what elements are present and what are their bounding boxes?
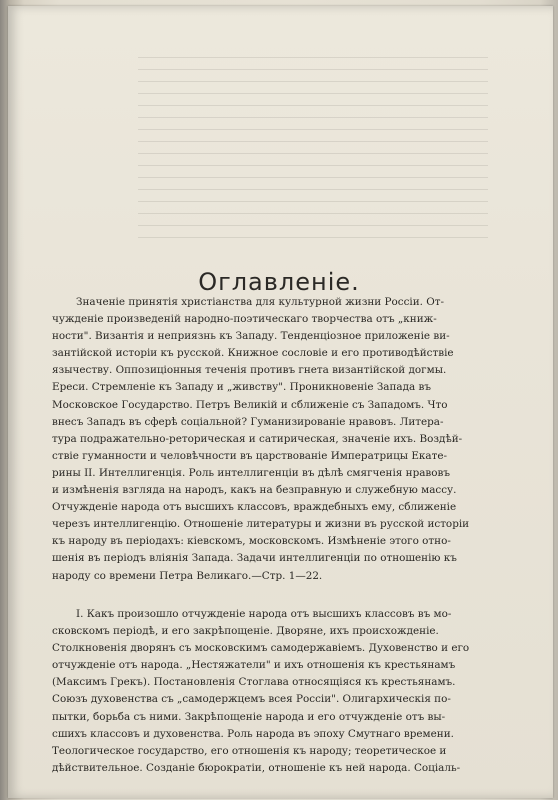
text-line: сковскомъ періодѣ, и его закрѣпощеніе. Дворяне, ихъ происхожденіе. (52, 625, 439, 638)
text-line: внесъ Западъ въ сферѣ соціальной? Гуманизированіе нравовъ. Литера- (52, 415, 444, 428)
text-line: I. Какъ произошло отчужденіе народа отъ высшихъ классовъ въ мо- (76, 608, 452, 620)
text-line: (Максимъ Грекъ). Постановленія Стоглава относящіяся къ крестьянамъ. (52, 676, 456, 689)
text-line: рины II. Интеллигенція. Роль интеллигенціи въ дѣлѣ смягченія нравовъ (52, 466, 450, 479)
text-line: ствіе гуманности и человѣчности въ царствованіе Императрицы Екате- (52, 449, 448, 462)
text-line: Теологическое государство, его отношенія къ народу; теоретическое и (52, 744, 447, 757)
text-line: дѣйствительное. Созданіе бюрократіи, отношеніе къ ней народа. Соціаль- (52, 761, 461, 774)
contents-paragraph-intro (52, 294, 486, 585)
text-line: отчужденіе отъ народа. „Нестяжатели" и ихъ отношенія къ крестьянамъ (52, 659, 456, 672)
text-line: къ народу въ періодахъ: кіевскомъ, московскомъ. Измѣненіе этого отно- (52, 535, 451, 548)
text-line: Столкновенія дворянъ съ московскимъ самодержавіемъ. Духовенство и его (52, 642, 470, 655)
contents-paragraph-chapter-1 (52, 606, 486, 777)
text-line: Московское Государство. Петръ Великій и сближеніе съ Западомъ. Что (52, 398, 448, 411)
text-line: черезъ интеллигенцію. Отношеніе литературы и жизни въ русской исторіи (52, 518, 470, 531)
text-line: чужденіе произведеній народно-поэтическаго творчества отъ „книж- (52, 313, 437, 326)
text-line: шенія въ періодъ вліянія Запада. Задачи интеллигенціи по отношенію къ (52, 552, 457, 565)
text-line: Отчужденіе народа отъ высшихъ классовъ, враждебныхъ ему, сближеніе (52, 501, 457, 514)
text-line: пытки, борьба съ ними. Закрѣпощеніе народа и его отчужденіе отъ вы- (52, 710, 446, 723)
page-title: Оглавленіе. (198, 268, 360, 297)
text-line: народу со времени Петра Великаго.—Стр. 1—22. (52, 569, 323, 582)
text-line: Союзъ духовенства съ „самодержцемъ всея Россіи". Олигархическія по- (52, 693, 451, 706)
text-line: Ереси. Стремленіе къ Западу и „живству". Проникновеніе Запада въ (52, 381, 431, 394)
text-line: Значеніе принятія христіанства для культурной жизни Россіи. От- (76, 296, 445, 308)
text-line: тура подражательно-реторическая и сатирическая, значеніе ихъ. Воздѣй- (52, 432, 463, 445)
text-line: ности". Византія и неприязнь къ Западу. Тенденціозное приложеніе ви- (52, 330, 450, 343)
show-through-text (138, 46, 488, 266)
text-line: язычеству. Оппозиціонныя теченія противъ гнета византійской догмы. (52, 364, 447, 377)
text-line: и измѣненія взгляда на народъ, какъ на безправную и служебную массу. (52, 484, 457, 497)
text-line: сшихъ классовъ и духовенства. Роль народа въ эпоху Смутнаго времени. (52, 727, 454, 740)
text-line: зантійской исторіи къ русской. Книжное сословіе и его противодѣйствіе (52, 347, 454, 360)
